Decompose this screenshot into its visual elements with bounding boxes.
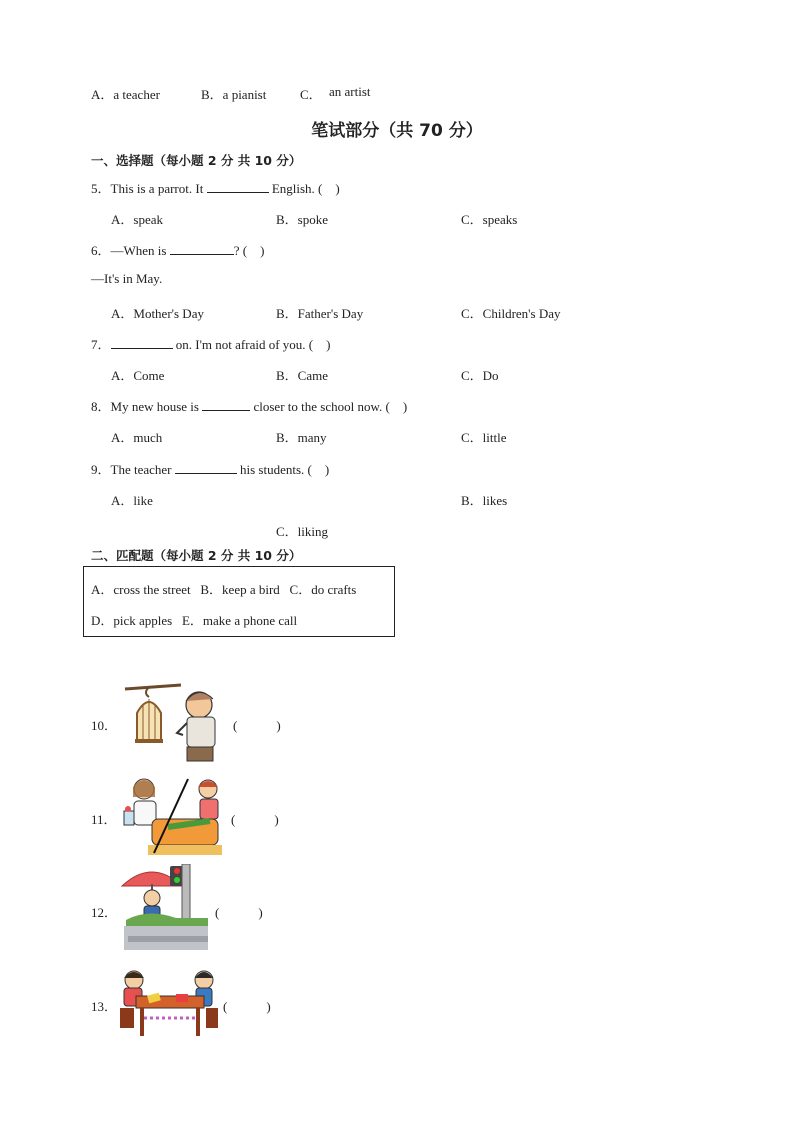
item-10-paren[interactable]: ( ) xyxy=(233,718,281,733)
q7-option-c[interactable]: C．Do xyxy=(461,368,499,383)
q8-option-c[interactable]: C．little xyxy=(461,430,507,445)
q9-option-a[interactable]: A．like xyxy=(111,493,153,508)
q8-num: 8． xyxy=(91,399,111,414)
q9-option-c[interactable]: C．liking xyxy=(276,524,329,539)
q5-option-b[interactable]: B．spoke xyxy=(276,212,329,227)
q5-pre: This is a parrot. It xyxy=(110,181,207,196)
kids-doing-crafts-table-icon xyxy=(118,968,220,1038)
q6-post: ? ( ) xyxy=(233,243,265,258)
girl-umbrella-traffic-light-icon xyxy=(118,864,210,952)
q6-option-a[interactable]: A．Mother's Day xyxy=(111,306,204,321)
q8-post: closer to the school now. ( ) xyxy=(250,399,408,414)
prev-option-b: B．a pianist xyxy=(201,87,267,102)
section1-heading: 一、选择题（每小题 2 分 共 10 分） xyxy=(91,153,302,168)
prev-option-c-text: an artist xyxy=(329,84,371,99)
q7-post: on. I'm not afraid of you. ( ) xyxy=(172,337,331,352)
item-11-paren[interactable]: ( ) xyxy=(231,812,279,827)
q6-num: 6． xyxy=(91,243,111,258)
q6-option-b[interactable]: B．Father's Day xyxy=(276,306,364,321)
q7-option-a[interactable]: A．Come xyxy=(111,368,165,383)
q9-num: 9． xyxy=(91,462,111,477)
prev-option-a: A．a teacher xyxy=(91,87,160,102)
q5-post: English. ( ) xyxy=(268,181,340,196)
q8-option-a[interactable]: A．much xyxy=(111,430,163,445)
matching-options-line1: A．cross the street B．keep a bird C．do crafts xyxy=(91,582,357,597)
q6-blank[interactable] xyxy=(170,242,234,255)
question-5 xyxy=(91,178,340,197)
q7-option-b[interactable]: B．Came xyxy=(276,368,328,383)
q6-pre: —When is xyxy=(110,243,170,258)
q9-option-b[interactable]: B．likes xyxy=(461,493,508,508)
question-8 xyxy=(91,396,407,415)
q5-blank[interactable] xyxy=(207,180,269,193)
q9-post: his students. ( ) xyxy=(236,462,330,477)
q6-answer-line: —It's in May. xyxy=(91,271,163,286)
item-12-paren[interactable]: ( ) xyxy=(215,905,263,920)
item-10-num: 10． xyxy=(91,718,118,733)
q5-num: 5． xyxy=(91,181,111,196)
q8-blank[interactable] xyxy=(202,398,250,411)
section2-heading: 二、匹配题（每小题 2 分 共 10 分） xyxy=(91,548,302,563)
q7-blank[interactable] xyxy=(111,336,173,349)
item-13-paren[interactable]: ( ) xyxy=(223,999,271,1014)
question-7 xyxy=(91,334,330,353)
q5-option-a[interactable]: A．speak xyxy=(111,212,163,227)
item-13-num: 13． xyxy=(91,999,118,1014)
question-6 xyxy=(91,240,264,259)
q9-pre: The teacher xyxy=(110,462,175,477)
item-11-num: 11． xyxy=(91,812,117,827)
page-title: 笔试部分（共 70 分） xyxy=(311,121,483,141)
girls-on-phone-sofa-icon xyxy=(118,775,224,857)
q9-blank[interactable] xyxy=(175,461,237,474)
q8-option-b[interactable]: B．many xyxy=(276,430,327,445)
item-12-num: 12． xyxy=(91,905,118,920)
prev-option-c: C． xyxy=(300,87,322,102)
q8-pre: My new house is xyxy=(110,399,203,414)
q5-option-c[interactable]: C．speaks xyxy=(461,212,518,227)
q7-num: 7． xyxy=(91,337,111,352)
question-9 xyxy=(91,459,329,478)
matching-options-line2: D．pick apples E．make a phone call xyxy=(91,613,298,628)
man-with-birdcage-icon xyxy=(121,683,221,765)
q6-option-c[interactable]: C．Children's Day xyxy=(461,306,561,321)
